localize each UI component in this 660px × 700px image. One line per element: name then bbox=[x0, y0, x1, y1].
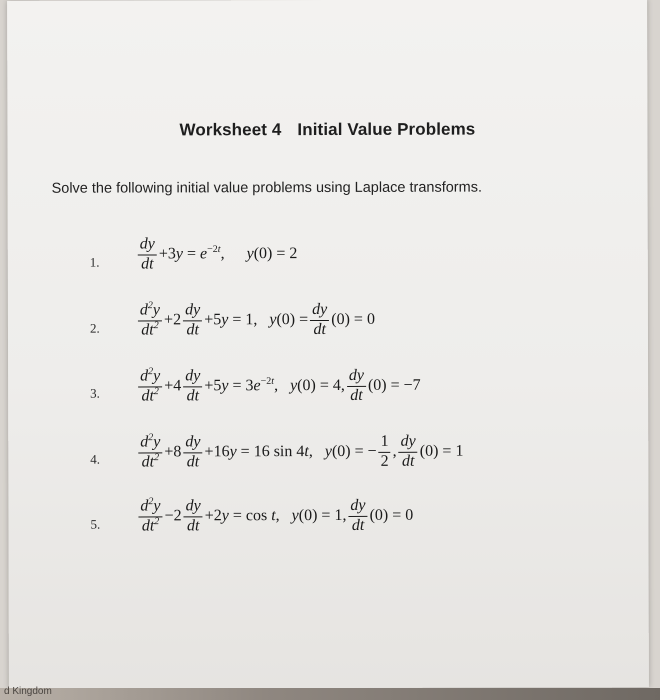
problem-equation-2: $\frac{d^2y}{dt^2}$ +2 $\frac{dy}{dt}$ +5y = 1, y(0) = $\frac{dy}{dt}$ (0) = 0 bbox=[139, 300, 375, 339]
page-title bbox=[7, 119, 647, 141]
problem-equation-4: $\frac{d^2y}{dt^2}$ +8 $\frac{dy}{dt}$ +16y = 16 sin 4t, y(0) = − $\frac{1}{2}$ , $\frac{dy}{dt}$ (0) = 1 bbox=[140, 432, 464, 471]
desk-edge bbox=[0, 688, 660, 700]
problem-equation-3: $\frac{d^2y}{dt^2}$ +4 $\frac{dy}{dt}$ $+5y = 3e^{-2t}$, y(0) = 4, $\frac{dy}{dt}$ (0) = −7 bbox=[140, 366, 421, 405]
problem-number: 5. bbox=[90, 516, 101, 532]
instructions: Solve the following initial value problems using Laplace transforms. bbox=[51, 179, 483, 197]
problem-number: 4. bbox=[90, 451, 101, 467]
title-topic: Initial Value Problems bbox=[297, 119, 476, 140]
problem-equation-1: $\frac{dy}{dt}$ $+3y = e^{-2t}$, y(0) = 2 bbox=[139, 235, 298, 273]
footer-text: d Kingdom bbox=[4, 686, 52, 697]
problem-number: 2. bbox=[89, 320, 100, 336]
problem-equation-5: $\frac{d^2y}{dt^2}$ −2 $\frac{dy}{dt}$ +2y = cos t, y(0) = 1, $\frac{dy}{dt}$ (0) = 0 bbox=[140, 496, 414, 535]
title-worksheet: Worksheet 4 bbox=[179, 120, 282, 140]
worksheet-page bbox=[7, 0, 649, 689]
problem-number: 1. bbox=[89, 254, 100, 270]
problem-number: 3. bbox=[90, 385, 100, 401]
